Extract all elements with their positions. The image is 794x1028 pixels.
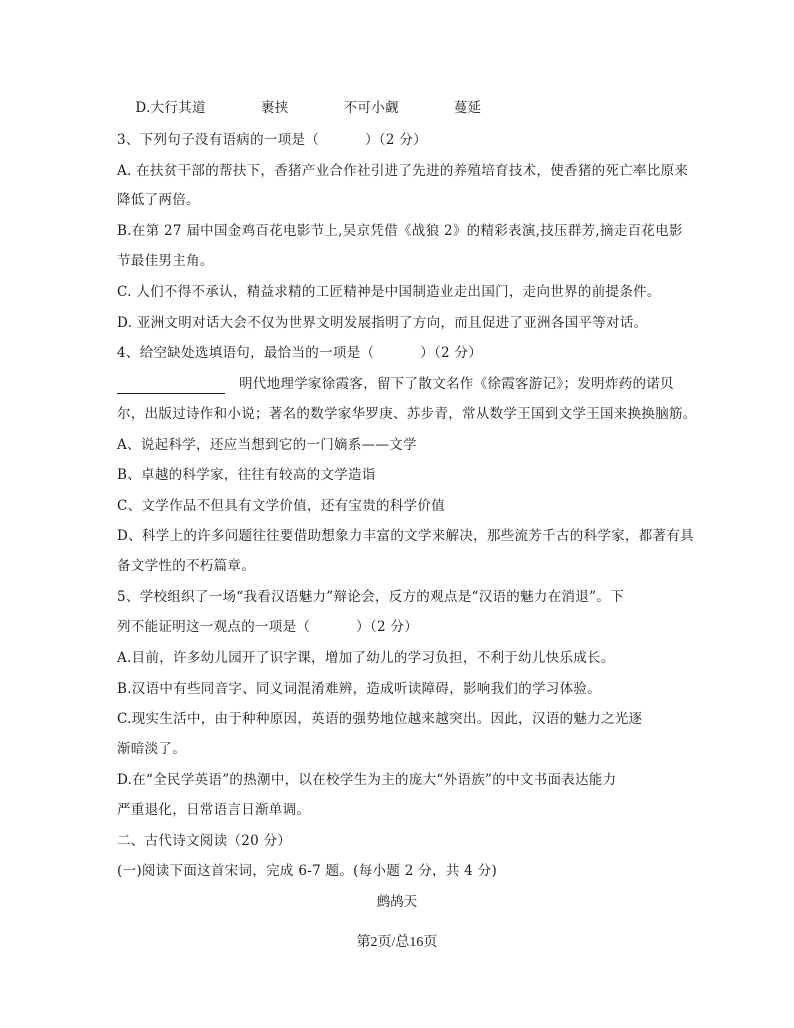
question-5: 5、学校组织了一场“我看汉语魅力”辩论会，反方的观点是“汉语的魅力在消退”。下 [117,589,624,605]
question-5-cont: 列不能证明这一观点的一项是（ ）（2 分） [117,619,419,635]
q5-option-d-cont: 严重退化，日常语言日渐单调。 [117,802,311,818]
question-4: 4、给空缺处选填语句，最恰当的一项是（ ）（2 分） [117,345,483,361]
question-3: 3、下列句子没有语病的一项是（ ）（2 分） [117,132,427,148]
q4-option-b: B、卓越的科学家，往往有较高的文学造诣 [117,467,376,483]
section-2-heading: 二、古代诗文阅读（20 分） [117,833,292,849]
poem-title: 鹧鸪天 [376,894,418,910]
q4-option-d-cont: 备文学性的不朽篇章。 [117,558,255,574]
q4-passage-text: 明代地理学家徐霞客，留下了散文名作《徐霞客游记》；发明炸药的诺贝 [239,376,674,392]
q3-option-a: A. 在扶贫干部的帮扶下，香猪产业合作社引进了先进的养殖培育技术，使香猪的死亡率比原来 [117,163,689,179]
fill-blank [117,379,225,394]
q3-option-c: C. 人们不得不承认，精益求精的工匠精神是中国制造业走出国门，走向世界的前提条件。 [117,284,661,300]
q5-option-a: A.目前，许多幼儿园开了识字课，增加了幼儿的学习负担，不利于幼儿快乐成长。 [117,650,615,666]
q4-passage-cont: 尔，出版过诗作和小说；著名的数学家华罗庚、苏步青，常从数学王国到文学王国来换换脑筋。 [117,406,697,422]
q4-option-d: D、科学上的许多问题往往要借助想象力丰富的文学来解决，那些流芳千古的科学家，都著有具 [117,528,694,544]
q4-option-c: C、文学作品不但具有文学价值，还有宝贵的科学价值 [117,498,446,514]
q3-option-a-cont: 降低了两倍。 [117,192,200,208]
q3-option-d: D. 亚洲文明对话大会不仅为世界文明发展指明了方向，而且促进了亚洲各国平等对话。 [117,315,648,331]
q5-option-b: B.汉语中有些同音字、同义词混淆难辨，造成听读障碍，影响我们的学习体验。 [117,681,602,697]
q5-option-c-cont: 渐暗淡了。 [117,741,186,757]
q3-option-b: B.在第 27 届中国金鸡百花电影节上,吴京凭借《战狼 2》的精彩表演,技压群芳,摘走百花电影 [117,223,683,239]
q3-option-b-cont: 节最佳男主角。 [117,253,214,269]
q4-passage [117,374,674,394]
option-d-words: D.大行其道 裹挟 不可小觑 蔓延 [117,100,482,116]
section-2-instruction: (一)阅读下面这首宋词，完成 6-7 题。(每小题 2 分，共 4 分) [117,863,498,879]
q5-option-c: C.现实生活中，由于种种原因，英语的强势地位越来越突出。因此，汉语的魅力之光逐 [117,711,643,727]
page-footer: 第2页/总16页 [356,935,438,950]
q5-option-d: D.在“全民学英语”的热潮中，以在校学生为主的庞大“外语族”的中文书面表达能力 [117,772,617,788]
q4-option-a: A、说起科学，还应当想到它的一门嫡系——文学 [117,437,417,453]
